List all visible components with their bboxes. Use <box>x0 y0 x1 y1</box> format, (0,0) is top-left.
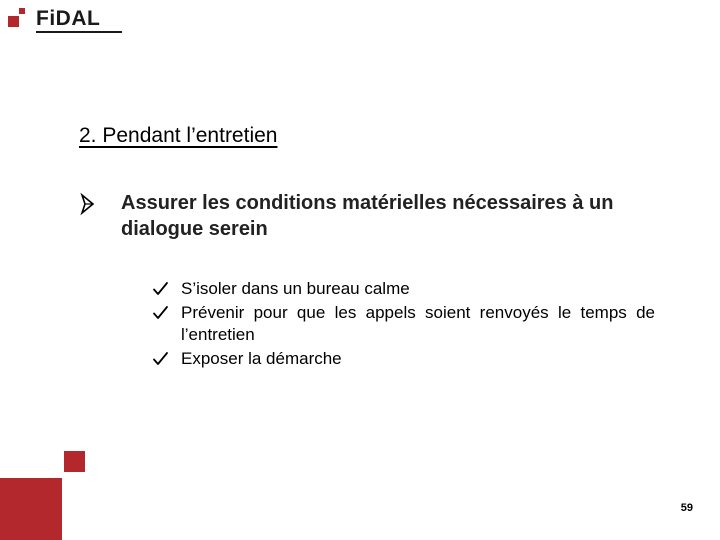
list-item <box>150 278 655 300</box>
logo-square-small <box>19 8 25 14</box>
check-icon <box>150 278 172 300</box>
fidal-logo <box>6 6 126 32</box>
page-number: 59 <box>680 502 693 514</box>
check-icon <box>150 302 172 324</box>
check-icon <box>150 348 172 370</box>
logo-square-large <box>8 16 19 27</box>
list-item-text: S’isoler dans un bureau calme <box>181 279 410 298</box>
list-item-text: Prévenir pour que les appels soient renvoyés le temps de l’entretien <box>181 303 655 344</box>
decorative-square-large <box>0 478 62 540</box>
logo-underline <box>36 31 122 33</box>
arrow-bullet-icon <box>79 192 99 216</box>
logo-text: FiDAL <box>36 7 101 30</box>
main-bullet-text: Assurer les conditions matérielles nécessaires à un dialogue serein <box>121 192 614 240</box>
list-item-text: Exposer la démarche <box>181 349 342 368</box>
decorative-square-small <box>64 451 85 472</box>
section-title: 2. Pendant l’entretien <box>79 124 278 147</box>
list-item <box>150 302 655 346</box>
list-item <box>150 348 655 370</box>
sub-bullet-list <box>150 278 655 372</box>
